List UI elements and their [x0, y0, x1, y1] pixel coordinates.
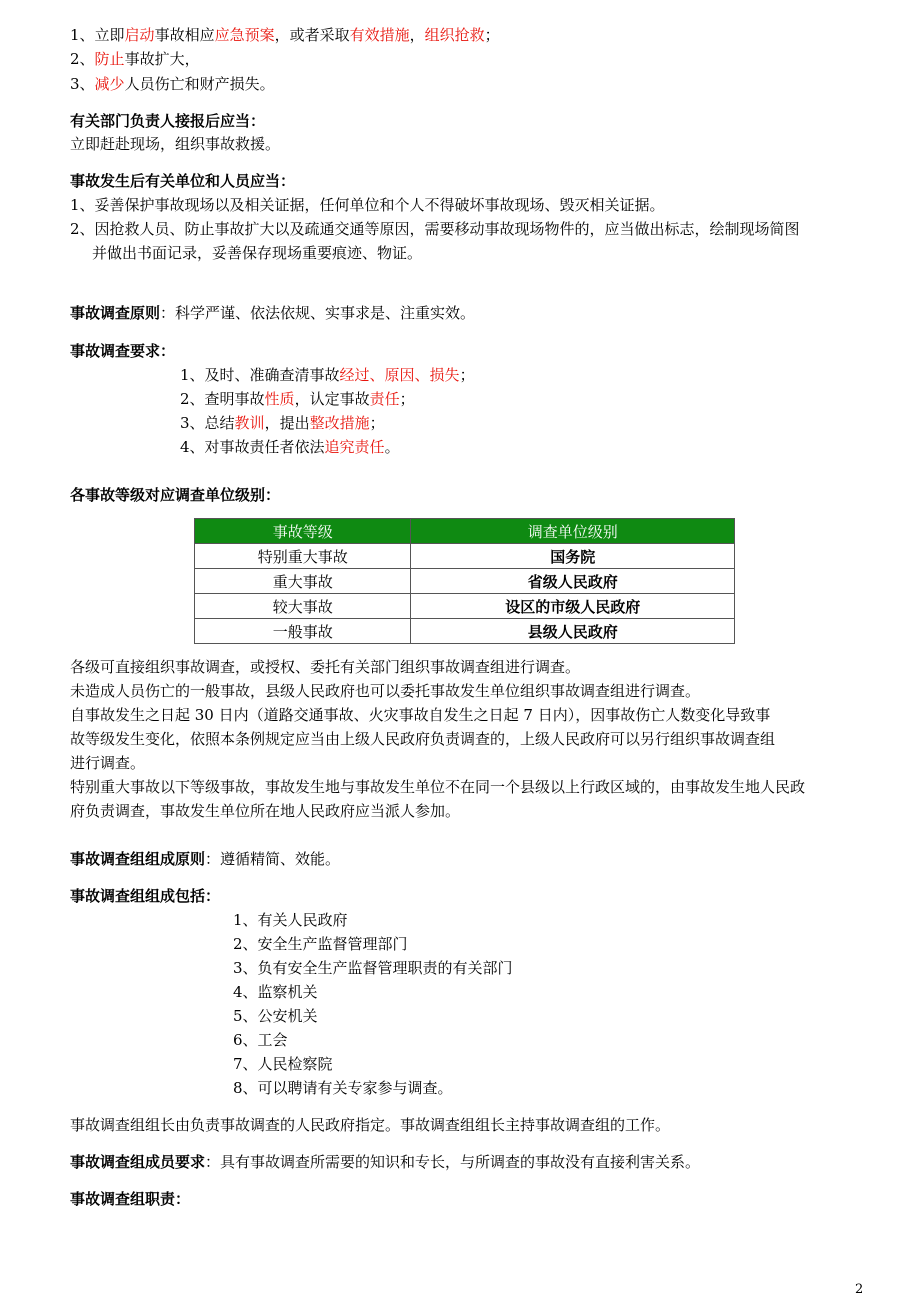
- text: 。: [384, 438, 400, 456]
- table-row: [195, 544, 735, 569]
- highlight: 性质: [264, 390, 295, 408]
- requirement-item-1: [180, 364, 475, 386]
- text: 3、总结: [180, 414, 235, 432]
- units-item-1: 1、妥善保护事故现场以及相关证据，任何单位和个人不得破坏事故现场、毁灭相关证据。: [70, 196, 665, 214]
- table-cell: 一般事故: [195, 619, 411, 644]
- requirement-item-2: [180, 388, 415, 410]
- team-principle-label: 事故调查组组成原则: [70, 850, 206, 868]
- requirements-heading: 事故调查要求：: [70, 342, 176, 360]
- table-cell: 较大事故: [195, 594, 411, 619]
- member-requirements-line: [70, 1151, 700, 1173]
- team-member-item: 3、负有安全生产监督管理职责的有关部门: [233, 959, 513, 977]
- table-row: [195, 594, 735, 619]
- text: 4、对事故责任者依法: [180, 438, 325, 456]
- team-member-item: 2、安全生产监督管理部门: [233, 935, 408, 953]
- table-cell: 重大事故: [195, 569, 411, 594]
- text: 2、: [70, 50, 95, 68]
- highlight: 教训: [234, 414, 265, 432]
- member-req-label: 事故调查组成员要求: [70, 1153, 206, 1171]
- leader-text: 事故调查组组长由负责事故调查的人民政府指定。事故调查组组长主持事故调查组的工作。: [70, 1116, 671, 1134]
- dept-heading: 有关部门负责人接报后应当：: [70, 112, 266, 130]
- text: 3、: [70, 75, 95, 93]
- table-row: [195, 619, 735, 644]
- levels-heading: 各事故等级对应调查单位级别：: [70, 486, 281, 504]
- text: 2、查明事故: [180, 390, 265, 408]
- units-item-2-cont: 并做出书面记录，妥善保存现场重要痕迹、物证。: [92, 244, 423, 262]
- principle-text: ：科学严谨、依法依规、实事求是、注重实效。: [160, 304, 476, 322]
- member-req-text: ：具有事故调查所需要的知识和专长，与所调查的事故没有直接利害关系。: [205, 1153, 701, 1171]
- duties-heading: 事故调查组职责：: [70, 1190, 191, 1208]
- team-member-item: 8、可以聘请有关专家参与调查。: [233, 1079, 453, 1097]
- paragraph-3-line-2: 故等级发生变化，依照本条例规定应当由上级人民政府负责调查的，上级人民政府可以另行组织事故调查组: [70, 730, 776, 748]
- paragraph-3-line-1: 自事故发生之日起 30 日内（道路交通事故、火灾事故自发生之日起 7 日内），因事故伤亡人数变化导致事: [70, 706, 771, 724]
- team-principle-text: ：遵循精简、效能。: [205, 850, 341, 868]
- team-member-item: 4、监察机关: [233, 983, 318, 1001]
- column-header: 事故等级: [195, 519, 411, 544]
- text: 人员伤亡和财产损失。: [124, 75, 275, 93]
- measure-item-3: [70, 73, 275, 95]
- principle-label: 事故调查原则: [70, 304, 161, 322]
- requirement-item-3: [180, 412, 385, 434]
- text: ，提出: [264, 414, 310, 432]
- table-cell: 设区的市级人民政府: [411, 594, 735, 619]
- text: ，认定事故: [294, 390, 370, 408]
- text: 1、立即: [70, 26, 125, 44]
- highlight: 减少: [94, 75, 125, 93]
- table-cell: 县级人民政府: [411, 619, 735, 644]
- team-member-item: 7、人民检察院: [233, 1055, 333, 1073]
- table-row: [195, 569, 735, 594]
- column-header: 调查单位级别: [411, 519, 735, 544]
- paragraph-1: 各级可直接组织事故调查，或授权、委托有关部门组织事故调查组进行调查。: [70, 658, 581, 676]
- text: ；: [369, 414, 385, 432]
- highlight: 防止: [94, 50, 125, 68]
- table-cell: 国务院: [411, 544, 735, 569]
- table-cell: 特别重大事故: [195, 544, 411, 569]
- highlight: 责任: [369, 390, 400, 408]
- text: ；: [459, 366, 475, 384]
- paragraph-4-line-2: 府负责调查，事故发生单位所在地人民政府应当派人参加。: [70, 802, 461, 820]
- team-principle-line: [70, 848, 340, 870]
- units-heading: 事故发生后有关单位和人员应当：: [70, 172, 296, 190]
- measure-item-2: [70, 48, 200, 70]
- paragraph-3-line-3: 进行调查。: [70, 754, 146, 772]
- text: 事故相应: [154, 26, 215, 44]
- measure-item-1: [70, 24, 500, 46]
- page-number: 2: [855, 1282, 864, 1297]
- dept-text: 立即赶赴现场，组织事故救援。: [70, 135, 281, 153]
- levels-table: [194, 518, 735, 644]
- text: ，: [409, 26, 425, 44]
- text: ；: [484, 26, 500, 44]
- units-item-2: 2、因抢救人员、防止事故扩大以及疏通交通等原因，需要移动事故现场物件的，应当做出标志，绘制现场简图: [70, 220, 800, 238]
- text: 1、及时、准确查清事故: [180, 366, 340, 384]
- paragraph-4-line-1: 特别重大事故以下等级事故，事故发生地与事故发生单位不在同一个县级以上行政区域的，由事故发生地人民政: [70, 778, 806, 796]
- highlight: 组织抢救: [424, 26, 485, 44]
- text: ；: [399, 390, 415, 408]
- text: ，或者采取: [274, 26, 350, 44]
- highlight: 启动: [124, 26, 155, 44]
- paragraph-2: 未造成人员伤亡的一般事故，县级人民政府也可以委托事故发生单位组织事故调查组进行调查。: [70, 682, 701, 700]
- team-member-item: 1、有关人民政府: [233, 911, 348, 929]
- highlight: 经过、原因、损失: [339, 366, 460, 384]
- requirement-item-4: [180, 436, 400, 458]
- highlight: 有效措施: [349, 26, 410, 44]
- highlight: 应急预案: [214, 26, 275, 44]
- team-member-item: 5、公安机关: [233, 1007, 318, 1025]
- highlight: 整改措施: [309, 414, 370, 432]
- team-member-item: 6、工会: [233, 1031, 288, 1049]
- table-cell: 省级人民政府: [411, 569, 735, 594]
- table-header-row: [195, 519, 735, 544]
- highlight: 追究责任: [324, 438, 385, 456]
- text: 事故扩大，: [124, 50, 200, 68]
- principle-line: [70, 302, 475, 324]
- team-members-heading: 事故调查组组成包括：: [70, 887, 221, 905]
